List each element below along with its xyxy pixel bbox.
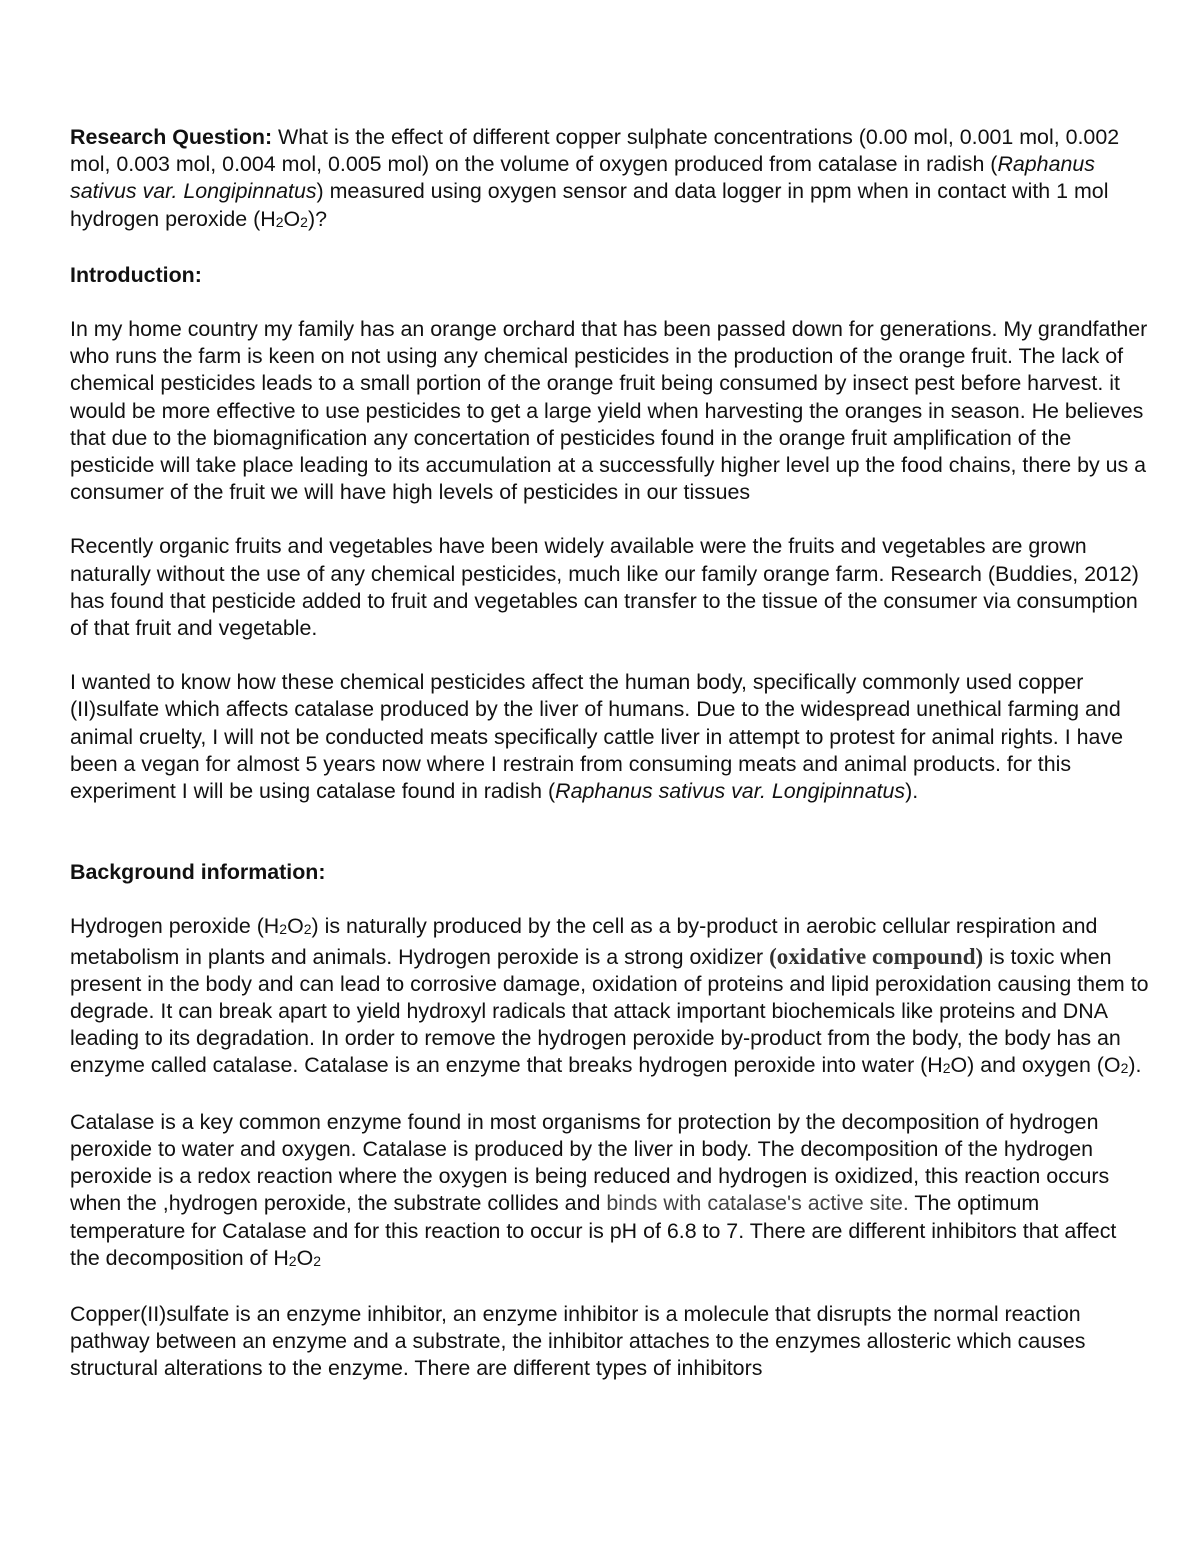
subscript: 2 — [942, 1060, 951, 1077]
background-heading-text: Background information: — [70, 860, 326, 885]
introduction-heading-text: Introduction: — [70, 262, 202, 287]
introduction-paragraph-3 — [70, 669, 1150, 805]
subscript: 2 — [279, 921, 288, 938]
background-paragraph-3: Copper(II)sulfate is an enzyme inhibitor, an enzyme inhibitor is a molecule that disrupts the normal reaction pathway between an enzyme and a substrate, the inhibitor attaches to the enzymes allosteric which causes structural alterations to the enzyme. There are different types of inhibitors — [70, 1301, 1086, 1381]
species-name: Raphanus sativus var. Longipinnatus — [555, 779, 906, 804]
research-question-paragraph — [70, 124, 1150, 235]
species-name: Raphanus sativus var. Longipinnatus — [70, 152, 1095, 204]
subscript: 2 — [300, 213, 308, 230]
bg-p1-end: ). — [1128, 1053, 1142, 1078]
bg-p2-text-2: The optimum temperature for Catalase and for this reaction to occur is pH of 6.8 to 7. There are different inhibitors that affect the decomposition of H — [70, 1191, 1117, 1270]
intro-p3-text: I wanted to know how these chemical pesticides affect the human body, specifically commonly used copper (II)sulfate which affects catalase produced by the liver of humans. Due to the widespread unethical farming and animal cruelty, I will not be conducted meats specifically cattle liver in attempt to protest for animal rights. I have been a vegan for almost 5 years now where I restrain from consuming meats and animal products. for this experiment I will be using catalase found in radish ( — [70, 670, 1123, 804]
introduction-heading — [70, 262, 1150, 289]
intro-p3-end: ). — [905, 779, 919, 804]
bg-p1-text: Hydrogen peroxide (H — [70, 914, 280, 939]
bg-p1-text-2: ) is naturally produced by the cell as a by-product in aerobic cellular respiration and metabolism in plants and animals. Hydrogen peroxide is a strong oxidizer — [70, 914, 1098, 969]
subscript: 2 — [303, 921, 312, 938]
serif-phrase: (oxidative compound) — [769, 943, 984, 969]
chem-letter: O — [296, 1245, 314, 1270]
chem-letter: O — [283, 206, 301, 231]
subscript: 2 — [275, 213, 284, 230]
research-question-text-2: ) measured using oxygen sensor and data logger in ppm when in contact with 1 mol hydrogen peroxide (H — [70, 179, 1109, 231]
background-paragraph-1 — [70, 913, 1150, 1081]
background-paragraph-2 — [70, 1109, 1150, 1274]
bg-p2-grey-text: binds with catalase's active site. — [606, 1191, 909, 1216]
introduction-paragraph-2: Recently organic fruits and vegetables have been widely available were the fruits and vegetables are grown naturally without the use of any chemical pesticides, much like our family orange farm. Research (Buddies, 2012) has found that pesticide added to fruit and vegetables can transfer to the tissue of the consumer via consumption of that fruit and vegetable. — [70, 534, 1139, 641]
bg-p1-text-4: O) and oxygen (O — [950, 1053, 1121, 1078]
document-page — [70, 124, 1150, 1383]
subscript: 2 — [313, 1252, 322, 1269]
subscript: 2 — [288, 1252, 297, 1269]
introduction-paragraph-1: In my home country my family has an orange orchard that has been passed down for generations. My grandfather who runs the farm is keen on not using any chemical pesticides in the production of the orange fruit. The lack of chemical pesticides leads to a small portion of the orange fruit being consumed by insect pest before harvest. it would be more effective to use pesticides to get a large yield when harvesting the oranges in season. He believes that due to the biomagnification any concertation of pesticides found in the orange fruit amplification of the pesticide will take place leading to its accumulation at a successfully higher level up the food chains, there by us a consumer of the fruit we will have high levels of pesticides in our tissues — [70, 317, 1148, 505]
subscript: 2 — [1120, 1060, 1129, 1077]
research-question-end: )? — [307, 206, 327, 231]
bg-p2-text: Catalase is a key common enzyme found in most organisms for protection by the decomposition of hydrogen peroxide to water and oxygen. Catalase is produced by the liver in body. The decomposition of the hydrogen peroxide is a redox reaction where the oxygen is being reduced and hydrogen is oxidized, this reaction occurs when the ,hydrogen peroxide, the substrate collides and — [70, 1109, 1110, 1216]
chem-letter: O — [287, 914, 304, 939]
bg-p1-text-3: is toxic when present in the body and can lead to corrosive damage, oxidation of proteins and lipid peroxidation causing them to degrade. It can break apart to yield hydroxyl radicals that attack important biochemicals like proteins and DNA leading to its degradation. In order to remove the hydrogen peroxide by-product from the body, the body has an enzyme called catalase. Catalase is an enzyme that breaks hydrogen peroxide into water (H — [70, 944, 1149, 1078]
research-question-label: Research Question: — [70, 125, 273, 149]
background-heading — [70, 859, 1150, 886]
research-question-text: What is the effect of different copper sulphate concentrations (0.00 mol, 0.001 mol, 0.002 mol, 0.003 mol, 0.004 mol, 0.005 mol) on the volume of oxygen produced from catalase in radish ( — [70, 125, 1120, 177]
